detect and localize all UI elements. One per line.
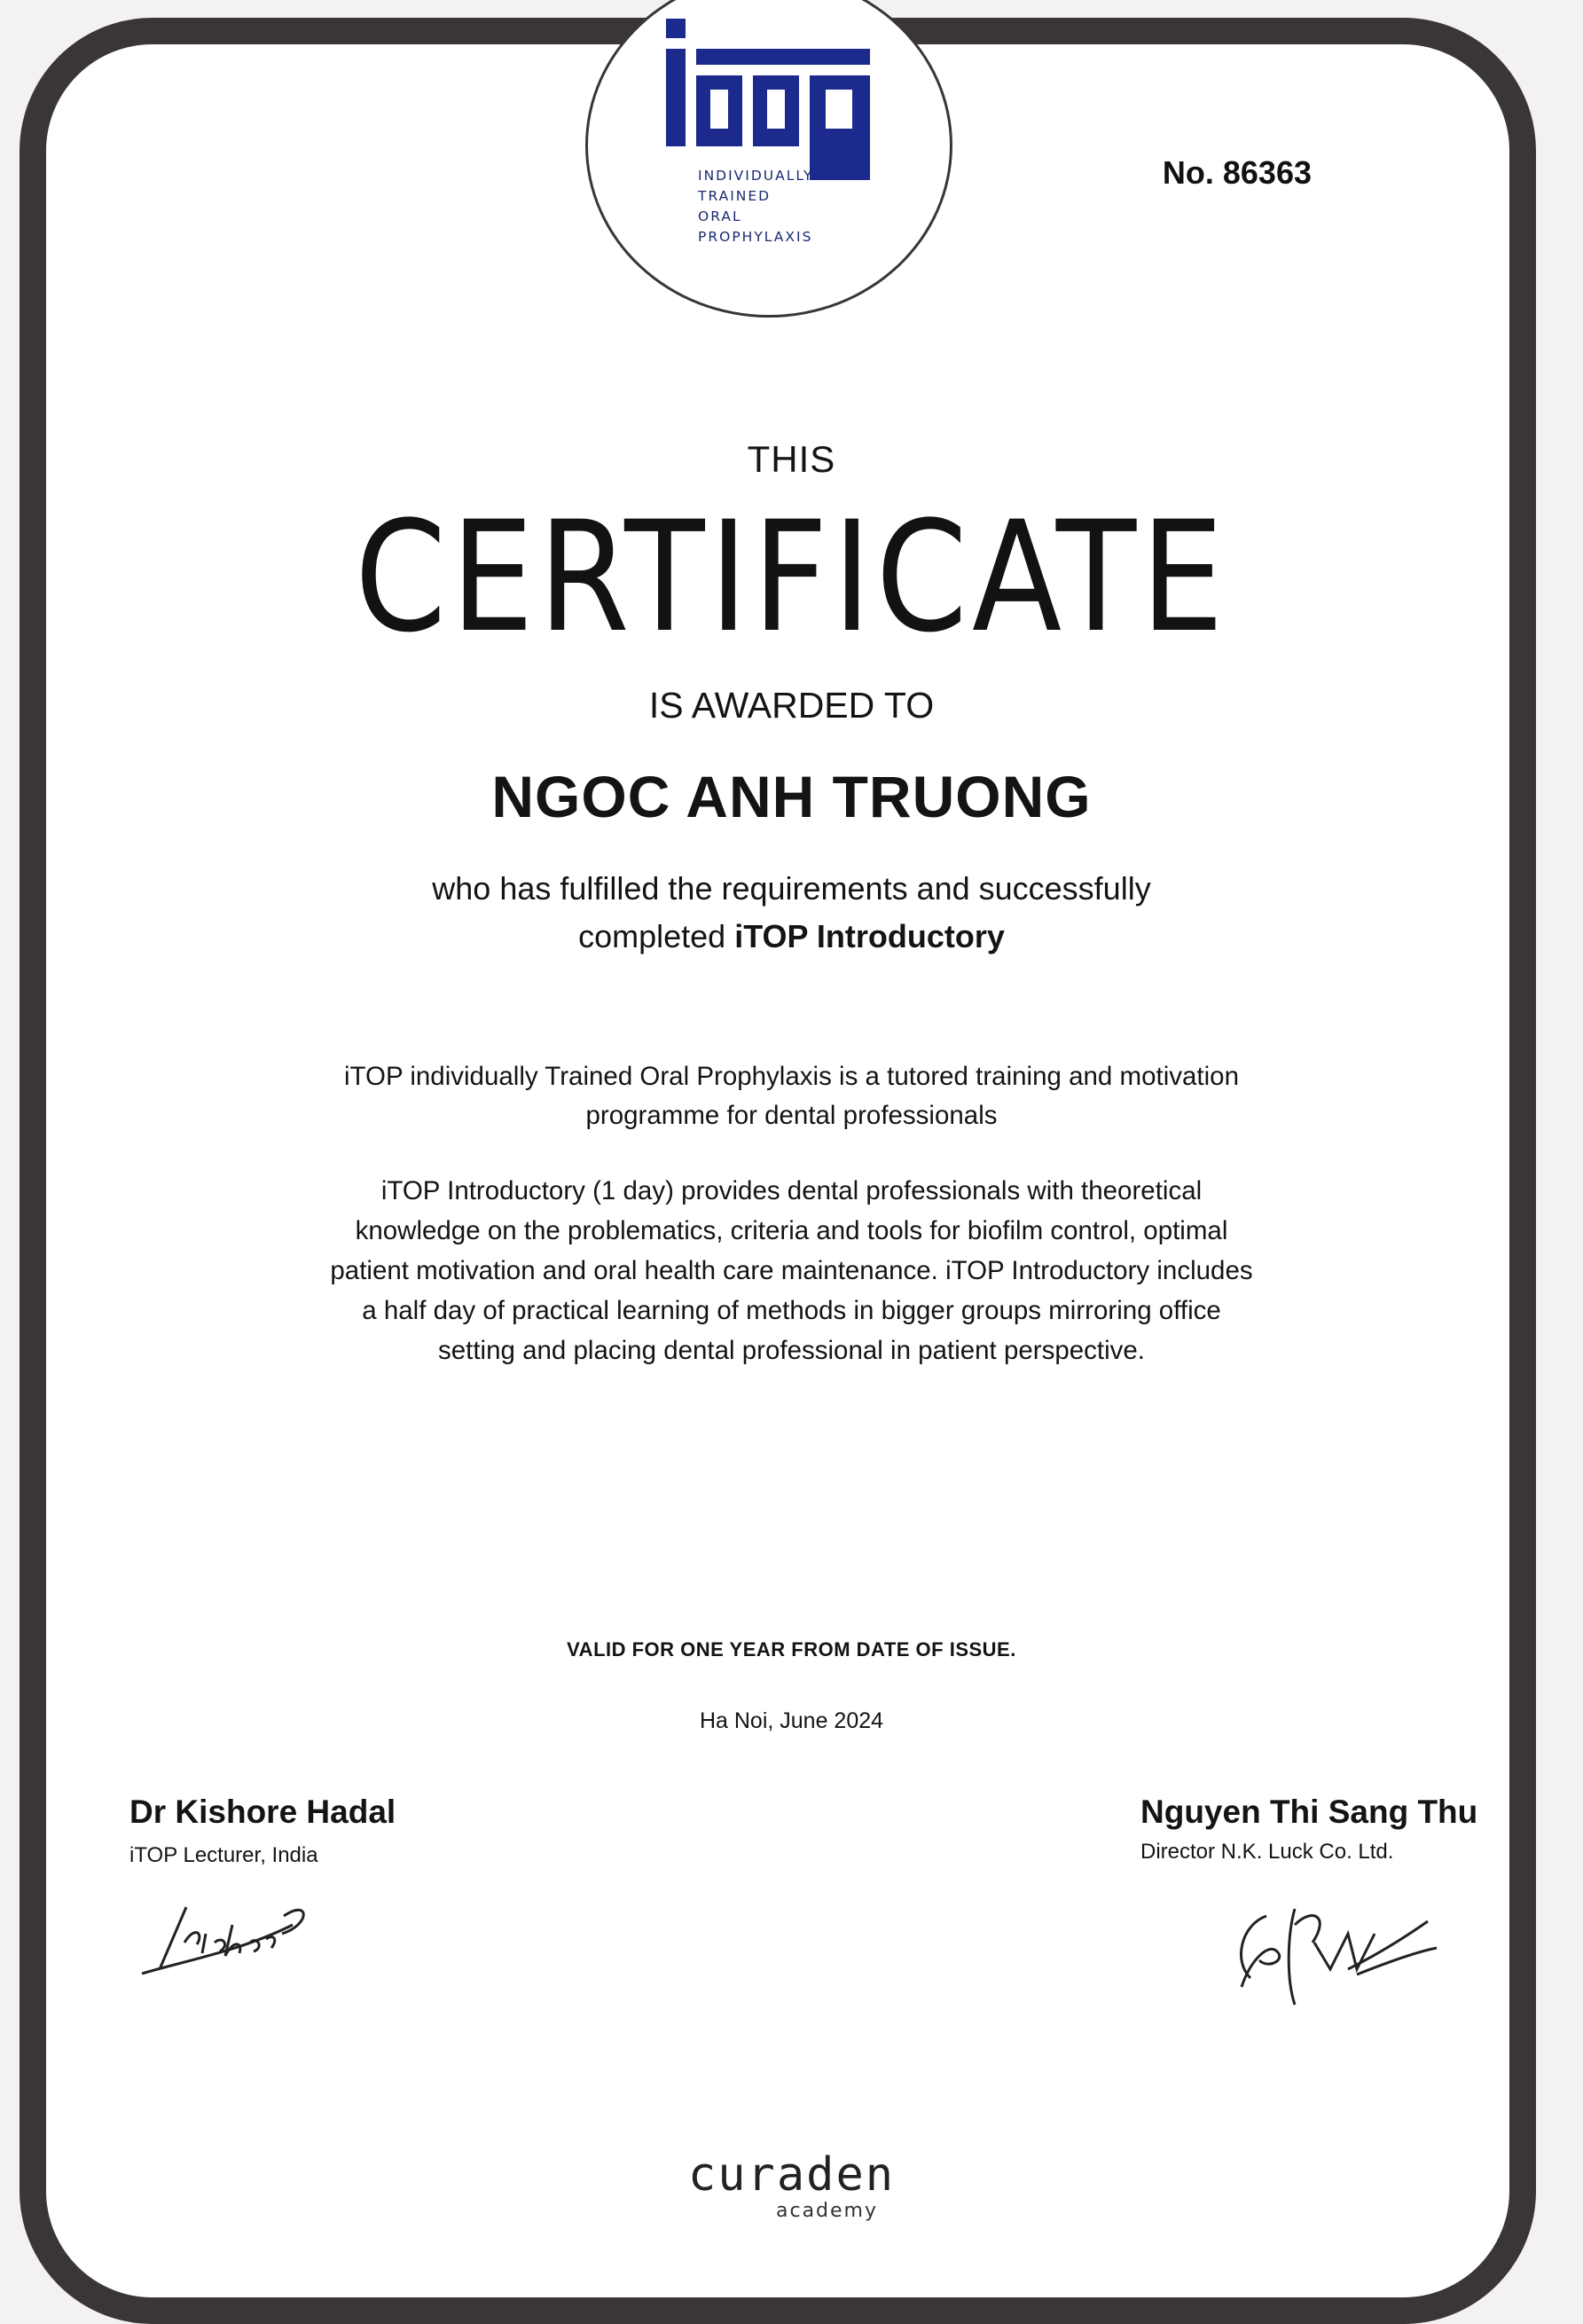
certificate-title: CERTIFICATE: [354, 488, 1229, 666]
course-description: [0, 1171, 1583, 1370]
completion-line-1: who has fulfilled the requirements and successfully: [432, 870, 1151, 907]
itop-logo-mark: [659, 12, 889, 180]
completion-line-2: [0, 913, 1583, 961]
this-label: THIS: [747, 438, 836, 480]
course-line: a half day of practical learning of methods in bigger groups mirroring office: [362, 1296, 1221, 1325]
course-line: knowledge on the problematics, criteria and tools for biofilm control, optimal: [355, 1216, 1228, 1245]
awarded-label: IS AWARDED TO: [648, 685, 935, 726]
programme-line-2: programme for dental professionals: [585, 1101, 998, 1130]
place-date: Ha Noi, June 2024: [699, 1708, 884, 1733]
right-signatory-role: Director N.K. Luck Co. Ltd.: [1140, 1840, 1394, 1864]
course-line: setting and placing dental professional in patient perspective.: [437, 1336, 1146, 1365]
programme-line-1: iTOP individually Trained Oral Prophylaxis is a tutored training and motivation: [344, 1062, 1239, 1091]
course-name: iTOP Introductory: [734, 918, 1005, 954]
programme-description: [0, 1057, 1583, 1135]
left-signatory-role: iTOP Lecturer, India: [129, 1843, 318, 1867]
completion-statement: [0, 865, 1583, 961]
logo-subtitle: INDIVIDUALLY TRAINED ORAL PROPHYLAXIS: [698, 168, 814, 245]
right-signature: [1215, 1898, 1446, 2022]
completion-prefix: completed: [578, 918, 735, 954]
validity-note: VALID FOR ONE YEAR FROM DATE OF ISSUE.: [567, 1638, 1016, 1661]
left-signatory-name: Dr Kishore Hadal: [129, 1794, 396, 1830]
recipient-name: NGOC ANH TRUONG: [491, 764, 1092, 829]
course-line: iTOP Introductory (1 day) provides dental professionals with theoretical: [380, 1176, 1203, 1205]
course-line: patient motivation and oral health care maintenance. iTOP Introductory includes: [330, 1256, 1253, 1285]
left-signature: [133, 1889, 328, 1987]
certificate-number: No. 86363: [1162, 154, 1312, 191]
right-signatory-name: Nguyen Thi Sang Thu: [1140, 1794, 1478, 1830]
academy-label: academy: [776, 2200, 879, 2222]
curaden-logo: curaden: [687, 2148, 896, 2202]
